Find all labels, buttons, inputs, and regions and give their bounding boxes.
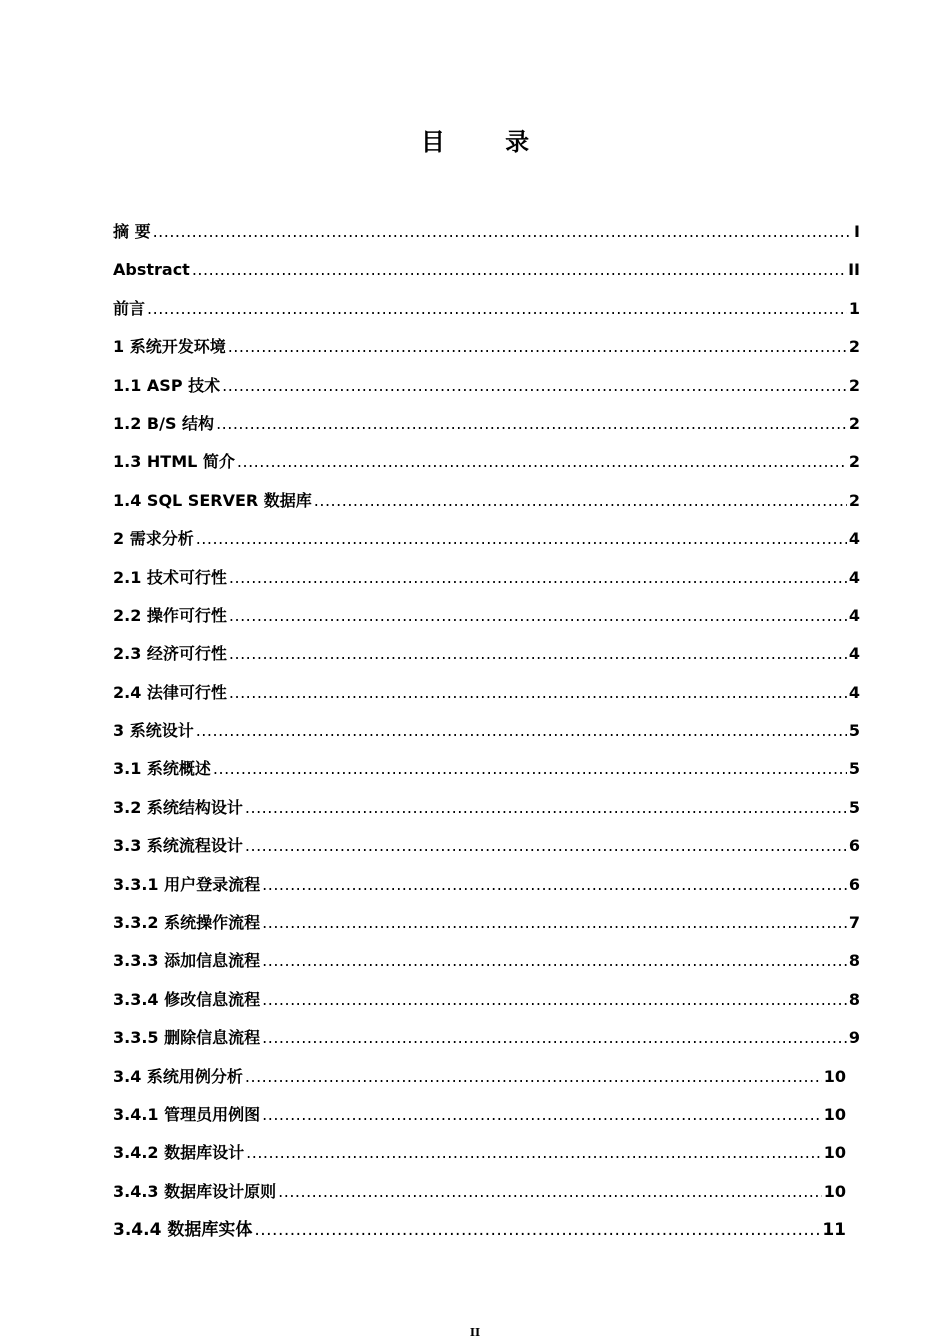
toc-entry-page: 4 bbox=[848, 682, 860, 702]
page-number: II bbox=[469, 1326, 481, 1339]
toc-entry-label: 2.1 技术可行性 bbox=[113, 567, 227, 587]
toc-entry-page: 10 bbox=[823, 1143, 846, 1163]
toc-entry-label: 摘 要 bbox=[113, 222, 151, 241]
dot-leader bbox=[216, 405, 847, 443]
dot-leader bbox=[254, 1211, 820, 1249]
toc-entry-label: 1.4 SQL SERVER 数据库 bbox=[113, 490, 312, 510]
toc-entry-page: 8 bbox=[848, 989, 860, 1009]
toc-entry-label: 3.4.1 管理员用例图 bbox=[113, 1104, 261, 1124]
toc-entry-abstract-en[interactable] bbox=[113, 251, 860, 289]
dot-leader bbox=[213, 750, 847, 788]
toc-entry-page: 4 bbox=[848, 605, 860, 625]
toc-entry-2-3[interactable] bbox=[113, 635, 860, 673]
dot-leader bbox=[262, 981, 847, 1019]
toc-entry-3-4-4[interactable] bbox=[113, 1211, 860, 1249]
toc-entry-3-4-2[interactable] bbox=[113, 1134, 860, 1172]
toc-entry-3-3-4[interactable] bbox=[113, 981, 860, 1019]
toc-entry-label: 3.3.1 用户登录流程 bbox=[113, 874, 261, 894]
toc-entry-label: 3.3.5 删除信息流程 bbox=[113, 1028, 261, 1048]
toc-entry-page: 2 bbox=[848, 452, 860, 472]
toc-entry-page: 6 bbox=[848, 836, 860, 856]
toc-entry-label: 3.1 系统概述 bbox=[113, 759, 211, 779]
dot-leader bbox=[153, 213, 850, 251]
toc-entry-label: 1.2 B/S 结构 bbox=[113, 413, 215, 433]
toc-entry-page: I bbox=[854, 222, 860, 241]
dot-leader bbox=[222, 367, 847, 405]
toc-entry-3-3-3[interactable] bbox=[113, 942, 860, 980]
toc-entry-page: 8 bbox=[848, 951, 860, 971]
toc-entry-label: 3 系统设计 bbox=[113, 721, 194, 741]
toc-entry-1-1[interactable] bbox=[113, 367, 860, 405]
dot-leader bbox=[262, 942, 847, 980]
dot-leader bbox=[262, 1019, 847, 1057]
toc-entry-page: 5 bbox=[848, 759, 860, 779]
toc-entry-label: 1.1 ASP 技术 bbox=[113, 375, 221, 395]
toc-entry-page: 9 bbox=[848, 1028, 860, 1048]
dot-leader bbox=[147, 290, 847, 328]
dot-leader bbox=[262, 866, 847, 904]
toc-entry-3-3-1[interactable] bbox=[113, 866, 860, 904]
toc-entry-page: 5 bbox=[848, 721, 860, 741]
dot-leader bbox=[245, 827, 847, 865]
toc-entry-label: 3.3 系统流程设计 bbox=[113, 836, 243, 856]
dot-leader bbox=[237, 443, 847, 481]
toc-entry-3-4-1[interactable] bbox=[113, 1096, 860, 1134]
toc-entry-3-3-5[interactable] bbox=[113, 1019, 860, 1057]
toc-entry-1-3[interactable] bbox=[113, 443, 860, 481]
toc-title: 目 录 bbox=[420, 127, 556, 156]
toc-entry-page: 4 bbox=[848, 567, 860, 587]
toc-entry-1-2[interactable] bbox=[113, 405, 860, 443]
toc-entry-page: 10 bbox=[823, 1181, 846, 1201]
toc-entry-label: 1 系统开发环境 bbox=[113, 337, 226, 357]
toc-entry-page: 10 bbox=[823, 1066, 846, 1086]
toc-entry-abstract-cn[interactable] bbox=[113, 213, 860, 251]
toc-entry-2-4[interactable] bbox=[113, 674, 860, 712]
toc-entry-page: 2 bbox=[848, 490, 860, 510]
dot-leader bbox=[262, 1096, 822, 1134]
dot-leader bbox=[228, 328, 847, 366]
toc-entry-label: 3.4.3 数据库设计原则 bbox=[113, 1181, 277, 1201]
table-of-contents bbox=[113, 213, 860, 1250]
dot-leader bbox=[229, 597, 847, 635]
toc-entry-3-3[interactable] bbox=[113, 827, 860, 865]
toc-entry-1-4[interactable] bbox=[113, 482, 860, 520]
toc-entry-label: 3.2 系统结构设计 bbox=[113, 797, 243, 817]
toc-entry-label: Abstract bbox=[113, 260, 190, 280]
toc-entry-2[interactable] bbox=[113, 520, 860, 558]
toc-entry-label: 前言 bbox=[113, 298, 146, 318]
toc-entry-label: 2.2 操作可行性 bbox=[113, 605, 227, 625]
toc-entry-page: 5 bbox=[848, 797, 860, 817]
dot-leader bbox=[229, 635, 847, 673]
dot-leader bbox=[278, 1173, 822, 1211]
dot-leader bbox=[229, 559, 847, 597]
toc-entry-3-4[interactable] bbox=[113, 1058, 860, 1096]
toc-entry-label: 3.4 系统用例分析 bbox=[113, 1066, 243, 1086]
toc-entry-label: 3.3.2 系统操作流程 bbox=[113, 913, 261, 933]
toc-entry-label: 2.3 经济可行性 bbox=[113, 644, 227, 664]
toc-entry-page: 11 bbox=[822, 1220, 846, 1241]
toc-entry-3-3-2[interactable] bbox=[113, 904, 860, 942]
dot-leader bbox=[246, 1134, 822, 1172]
toc-entry-label: 3.3.3 添加信息流程 bbox=[113, 951, 261, 971]
toc-entry-3-4-3[interactable] bbox=[113, 1173, 860, 1211]
toc-entry-label: 3.4.4 数据库实体 bbox=[113, 1220, 253, 1241]
toc-entry-label: 2.4 法律可行性 bbox=[113, 682, 227, 702]
toc-entry-page: 4 bbox=[848, 644, 860, 664]
toc-entry-3-2[interactable] bbox=[113, 789, 860, 827]
toc-entry-page: 4 bbox=[848, 529, 860, 549]
toc-entry-label: 2 需求分析 bbox=[113, 529, 194, 549]
dot-leader bbox=[192, 251, 846, 289]
toc-entry-page: II bbox=[848, 260, 860, 280]
toc-entry-2-2[interactable] bbox=[113, 597, 860, 635]
toc-entry-1[interactable] bbox=[113, 328, 860, 366]
dot-leader bbox=[314, 482, 847, 520]
toc-entry-page: 6 bbox=[848, 874, 860, 894]
toc-entry-page: 2 bbox=[848, 375, 860, 395]
toc-entry-preface[interactable] bbox=[113, 290, 860, 328]
toc-entry-page: 1 bbox=[848, 298, 860, 318]
toc-entry-2-1[interactable] bbox=[113, 559, 860, 597]
toc-entry-label: 3.4.2 数据库设计 bbox=[113, 1143, 245, 1163]
toc-entry-label: 3.3.4 修改信息流程 bbox=[113, 989, 261, 1009]
dot-leader bbox=[262, 904, 847, 942]
toc-entry-page: 10 bbox=[823, 1104, 846, 1124]
dot-leader bbox=[196, 712, 847, 750]
toc-entry-page: 2 bbox=[848, 413, 860, 433]
dot-leader bbox=[196, 520, 847, 558]
toc-entry-page: 7 bbox=[848, 913, 860, 933]
dot-leader bbox=[245, 789, 847, 827]
dot-leader bbox=[229, 674, 847, 712]
toc-entry-page: 2 bbox=[848, 337, 860, 357]
dot-leader bbox=[245, 1058, 822, 1096]
toc-entry-label: 1.3 HTML 简介 bbox=[113, 452, 235, 472]
toc-entry-3[interactable] bbox=[113, 712, 860, 750]
toc-entry-3-1[interactable] bbox=[113, 750, 860, 788]
